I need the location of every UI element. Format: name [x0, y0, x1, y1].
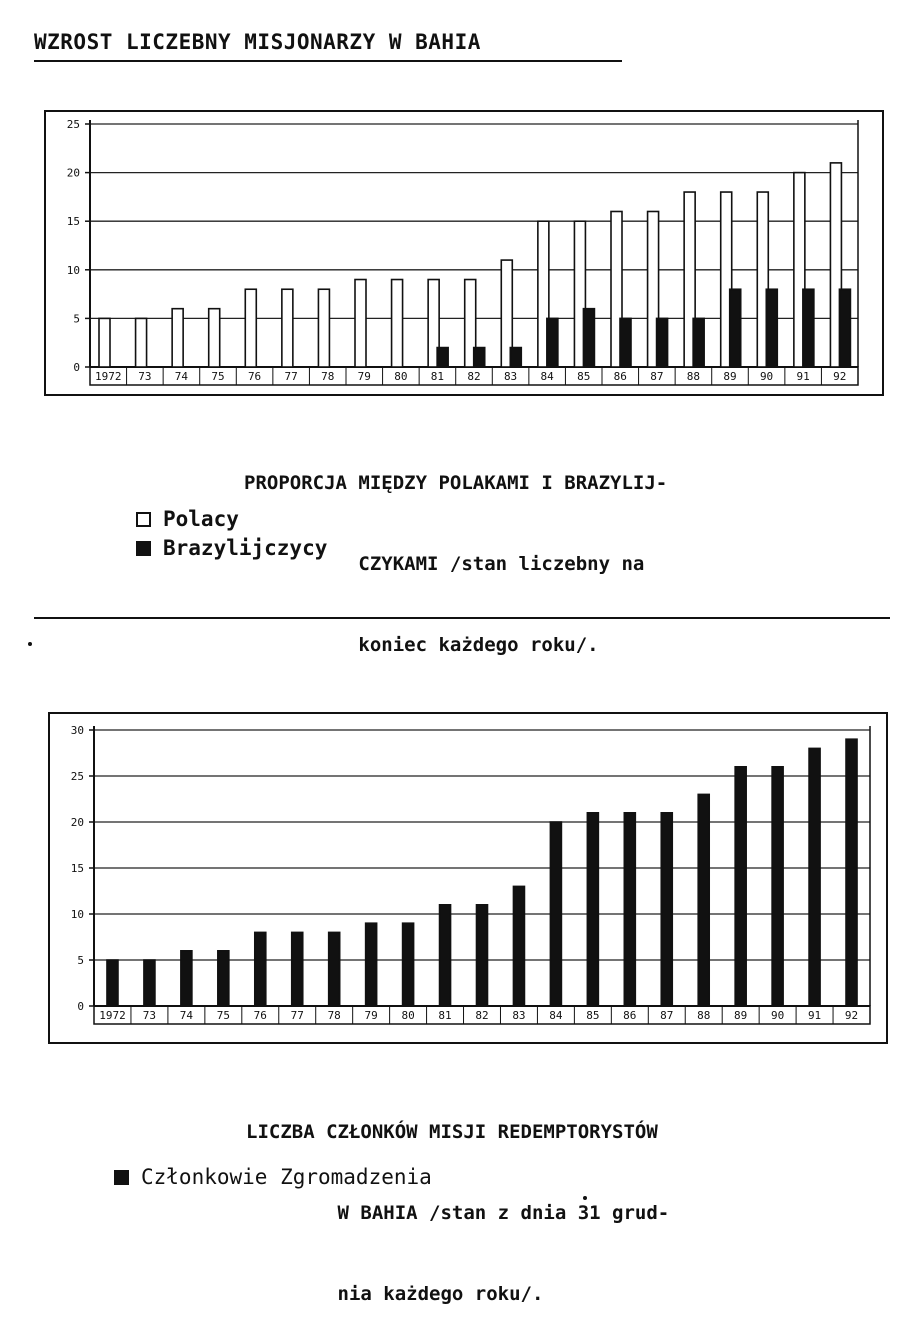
bar-cz-onkowie-zgromadzenia-92: [846, 739, 857, 1006]
x-tick-label: 84: [549, 1009, 563, 1022]
white-square-icon: [136, 512, 151, 527]
bar-brazylijczycy-85: [583, 309, 594, 367]
bar-cz-onkowie-zgromadzenia-78: [329, 932, 340, 1006]
x-tick-label: 85: [586, 1009, 600, 1022]
x-tick-label: 75: [216, 1009, 230, 1022]
bar-cz-onkowie-zgromadzenia-84: [550, 822, 561, 1006]
bar-cz-onkowie-zgromadzenia-73: [144, 960, 155, 1006]
bar-polacy-77: [282, 289, 293, 367]
bar-cz-onkowie-zgromadzenia-77: [292, 932, 303, 1006]
x-tick-label: 76: [253, 1009, 267, 1022]
chart1-legend: [136, 505, 327, 563]
black-square-icon: [136, 541, 151, 556]
y-tick-label: 5: [73, 312, 80, 326]
x-tick-label: 91: [796, 370, 810, 383]
x-tick-label: 73: [142, 1009, 157, 1022]
bar-polacy-79: [355, 280, 366, 367]
legend-item-brazylijczycy: [136, 534, 327, 563]
x-tick-label: 80: [401, 1009, 415, 1022]
x-tick-label: 87: [650, 370, 664, 383]
bar-cz-onkowie-zgromadzenia-75: [218, 951, 229, 1006]
x-tick-label: 91: [807, 1009, 822, 1022]
chart2-caption-line-2: W BAHIA /stan z dnia 31 grud-: [246, 1202, 670, 1224]
speck: [28, 642, 32, 646]
bar-cz-onkowie-zgromadzenia-86: [624, 813, 635, 1006]
bar-cz-onkowie-zgromadzenia-81: [440, 905, 451, 1006]
legend-item-czlonkowie: [114, 1163, 432, 1192]
x-tick-label: 86: [623, 1009, 637, 1022]
chart2-caption: [246, 1065, 669, 1335]
bar-brazylijczycy-84: [547, 318, 558, 367]
x-tick-label: 77: [284, 370, 298, 383]
bar-cz-onkowie-zgromadzenia-74: [181, 951, 192, 1006]
legend-label-polacy: Polacy: [163, 507, 239, 531]
x-tick-label: 79: [364, 1009, 378, 1022]
x-tick-label: 88: [697, 1009, 711, 1022]
x-tick-label: 83: [503, 370, 518, 383]
bar-cz-onkowie-zgromadzenia-88: [698, 794, 709, 1006]
x-tick-label: 90: [759, 370, 774, 383]
x-tick-label: 1972: [99, 1009, 126, 1022]
bar-cz-onkowie-zgromadzenia-85: [587, 813, 598, 1006]
bar-cz-onkowie-zgromadzenia-79: [366, 923, 377, 1006]
chart1-caption-line-1: PROPORCJA MIĘDZY POLAKAMI I BRAZYLIJ-: [244, 472, 668, 494]
bar-brazylijczycy-83: [510, 348, 521, 367]
x-tick-label: 82: [475, 1009, 489, 1022]
bar-brazylijczycy-81: [437, 348, 448, 367]
chart2-svg: [50, 714, 886, 1042]
x-tick-label: 73: [138, 370, 152, 383]
x-tick-label: 74: [179, 1009, 194, 1022]
black-square-icon: [114, 1170, 129, 1185]
x-tick-label: 84: [540, 370, 554, 383]
x-tick-label: 90: [770, 1009, 785, 1022]
bar-cz-onkowie-zgromadzenia-82: [477, 905, 488, 1006]
bar-brazylijczycy-82: [474, 348, 485, 367]
x-tick-label: 88: [686, 370, 701, 383]
y-tick-label: 10: [70, 908, 84, 921]
bar-brazylijczycy-92: [839, 289, 850, 367]
x-tick-label: 87: [660, 1009, 674, 1022]
bar-brazylijczycy-86: [620, 318, 631, 367]
bar-polacy-1972: [99, 318, 110, 367]
page-title: WZROST LICZEBNY MISJONARZY W BAHIA: [34, 30, 622, 62]
chart2-frame: [48, 712, 888, 1044]
x-tick-label: 77: [290, 1009, 304, 1022]
x-tick-label: 78: [327, 1009, 341, 1022]
x-tick-label: 74: [174, 370, 189, 383]
chart1-caption-line-2: CZYKAMI /stan liczebny na: [244, 553, 645, 575]
y-tick-label: 20: [66, 166, 80, 180]
bar-brazylijczycy-91: [803, 289, 814, 367]
x-tick-label: 81: [430, 370, 445, 383]
x-tick-label: 92: [833, 370, 847, 383]
bar-polacy-78: [318, 289, 329, 367]
x-tick-label: 75: [211, 370, 225, 383]
bar-cz-onkowie-zgromadzenia-87: [661, 813, 672, 1006]
y-tick-label: 25: [66, 118, 80, 131]
x-tick-label: 83: [512, 1009, 526, 1022]
bar-cz-onkowie-zgromadzenia-83: [513, 886, 524, 1006]
bar-polacy-74: [172, 309, 183, 367]
bar-cz-onkowie-zgromadzenia-1972: [107, 960, 118, 1006]
x-tick-label: 80: [394, 370, 408, 383]
y-tick-label: 15: [70, 862, 84, 875]
y-tick-label: 20: [70, 816, 84, 829]
y-tick-label: 25: [70, 770, 84, 783]
legend-item-polacy: [136, 505, 327, 534]
legend-label-czlonkowie: Członkowie Zgromadzenia: [141, 1165, 432, 1189]
x-tick-label: 86: [613, 370, 627, 383]
x-tick-label: 78: [321, 370, 335, 383]
x-tick-label: 85: [577, 370, 591, 383]
x-tick-label: 79: [357, 370, 371, 383]
bar-polacy-80: [392, 280, 403, 367]
chart1-frame: [44, 110, 884, 396]
x-tick-label: 82: [467, 370, 481, 383]
y-tick-label: 0: [77, 1000, 84, 1013]
y-tick-label: 10: [66, 263, 80, 277]
bar-cz-onkowie-zgromadzenia-90: [772, 767, 783, 1006]
bar-cz-onkowie-zgromadzenia-91: [809, 748, 820, 1006]
chart2-legend: [114, 1163, 432, 1192]
x-tick-label: 1972: [95, 370, 122, 383]
chart2-caption-line-1: LICZBA CZŁONKÓW MISJI REDEMPTORYSTÓW: [246, 1121, 658, 1143]
y-tick-label: 0: [73, 361, 80, 374]
bar-polacy-75: [209, 309, 220, 367]
chart2-caption-line-3: nia każdego roku/.: [246, 1283, 544, 1305]
chart1-svg: [46, 112, 882, 394]
legend-label-brazylijczycy: Brazylijczycy: [163, 536, 328, 560]
chart1-caption-line-3: koniec każdego roku/.: [244, 634, 599, 656]
bar-cz-onkowie-zgromadzenia-76: [255, 932, 266, 1006]
bar-polacy-73: [136, 318, 147, 367]
bar-cz-onkowie-zgromadzenia-89: [735, 767, 746, 1006]
bar-brazylijczycy-87: [657, 318, 668, 367]
x-tick-label: 89: [723, 370, 737, 383]
section-divider: [34, 617, 890, 619]
x-tick-label: 89: [734, 1009, 748, 1022]
x-tick-label: 81: [438, 1009, 452, 1022]
x-tick-label: 76: [247, 370, 262, 383]
y-tick-label: 15: [66, 215, 80, 229]
bar-brazylijczycy-88: [693, 318, 704, 367]
y-tick-label: 5: [77, 954, 84, 967]
bar-polacy-76: [245, 289, 256, 367]
bar-cz-onkowie-zgromadzenia-80: [403, 923, 414, 1006]
x-tick-label: 92: [844, 1009, 859, 1022]
bar-brazylijczycy-90: [766, 289, 777, 367]
bar-brazylijczycy-89: [730, 289, 741, 367]
y-tick-label: 30: [70, 724, 84, 737]
